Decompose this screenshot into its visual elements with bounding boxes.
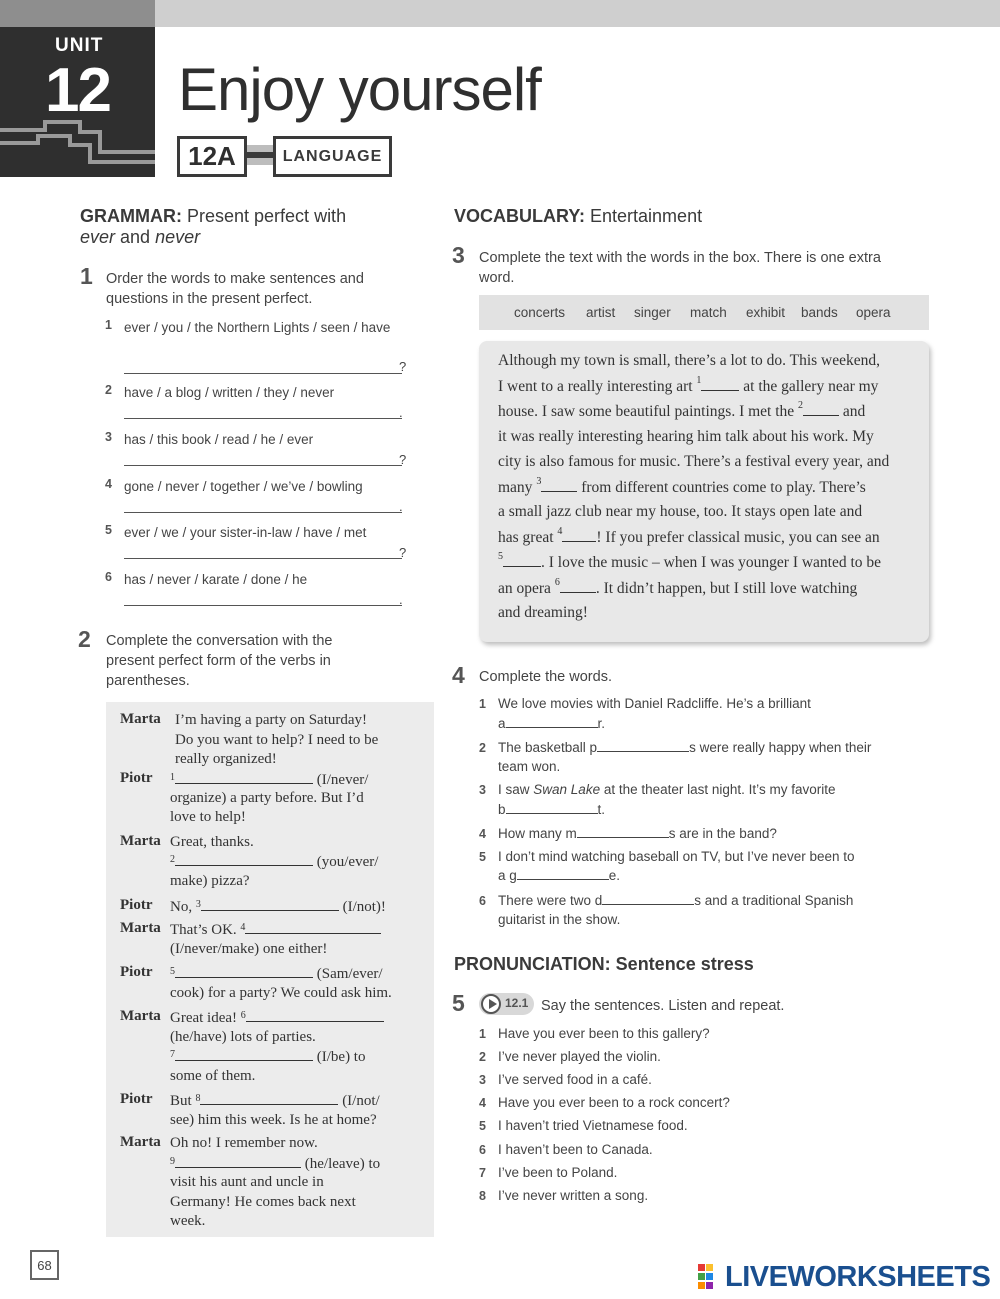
item-number: 6 (479, 894, 486, 908)
item-text (498, 740, 871, 755)
unit-label: UNIT (55, 35, 104, 56)
passage-gap-4[interactable] (562, 528, 596, 542)
speaker-marta: Marta (120, 711, 161, 727)
passage-line: Although my town is small, there’s a lot to do. This weekend, (498, 352, 881, 369)
conversation-line (170, 920, 381, 940)
word-gap-5[interactable] (517, 868, 609, 880)
verb-prompt: (I/never/ (316, 772, 369, 788)
conversation-line (170, 964, 383, 984)
word-gap-4[interactable] (577, 826, 669, 838)
conversation-line: Great, thanks. (170, 834, 254, 850)
item-title: Swan Lake (533, 782, 601, 797)
word-box-item: exhibit (746, 305, 786, 320)
speaker-piotr: Piotr (120, 1091, 153, 1107)
item-number: 3 (105, 430, 112, 444)
exercise-2-instruction-line: parentheses. (106, 673, 190, 689)
answer-line[interactable] (124, 592, 402, 606)
answer-punctuation: ? (399, 545, 407, 560)
word-start: b (498, 802, 506, 817)
item-number: 3 (479, 783, 486, 797)
unit-block (0, 0, 155, 177)
passage-text: . It didn’t happen, but I still love watching (595, 580, 858, 597)
answer-gap-1[interactable] (175, 770, 313, 784)
conversation-line: (I/never/make) one either! (170, 941, 328, 957)
item-number: 6 (105, 570, 112, 584)
lesson-tag (177, 136, 392, 177)
page-number: 68 (30, 1250, 59, 1280)
item-number: 4 (105, 477, 112, 491)
speaker-marta: Marta (120, 1134, 161, 1150)
verb-prompt: (he/leave) to (304, 1156, 381, 1172)
word-box-item: bands (801, 305, 838, 320)
item-number: 3 (479, 1073, 486, 1087)
conversation-line (170, 897, 386, 917)
verb-prompt: (I/be) to (316, 1049, 366, 1065)
conversation-line (170, 770, 368, 790)
verb-prompt: (I/not)! (342, 899, 386, 915)
conversation-line: I’m having a party on Saturday! (175, 712, 368, 728)
word-gap-3[interactable] (506, 802, 598, 814)
word-start: a g (498, 868, 517, 883)
speaker-piotr: Piotr (120, 897, 153, 913)
sentence-text: I haven’t tried Vietnamese food. (498, 1118, 688, 1133)
word-box-item: singer (634, 305, 671, 320)
gap-number: 6 (240, 1010, 246, 1021)
item-text (498, 868, 620, 883)
conversation-line: see) him this week. Is he at home? (170, 1112, 377, 1128)
gap-number: 2 (798, 400, 804, 411)
exercise-1-instruction-line: Order the words to make sentences and (106, 271, 364, 287)
grammar-heading-never: never (155, 227, 201, 247)
vocabulary-heading (454, 206, 702, 227)
pronunciation-heading (454, 954, 754, 975)
exercise-2-instruction (106, 631, 333, 691)
word-gap-6[interactable] (602, 893, 694, 905)
sentence-text: I haven’t been to Canada. (498, 1142, 653, 1157)
grammar-heading-light: Present perfect with (187, 206, 347, 226)
item-number: 6 (479, 1143, 486, 1157)
line-start: That’s OK. (170, 922, 237, 938)
line-start: But (170, 1093, 192, 1109)
item-number: 5 (479, 1119, 486, 1133)
answer-line[interactable] (124, 405, 402, 419)
passage-text: many (498, 479, 533, 496)
word-gap-2[interactable] (597, 740, 689, 752)
pronunciation-heading-light: Sentence stress (615, 954, 754, 974)
gap-number: 9 (170, 1156, 175, 1167)
gap-number: 5 (170, 966, 175, 977)
item-number: 2 (105, 383, 112, 397)
conversation-line: visit his aunt and uncle in (170, 1174, 324, 1190)
conversation-line: (he/have) lots of parties. (170, 1029, 316, 1045)
item-text (498, 802, 605, 817)
speaker-marta: Marta (120, 920, 161, 936)
speaker-piotr: Piotr (120, 964, 153, 980)
steps-decoration-icon (0, 110, 155, 177)
conversation-line (170, 1008, 384, 1028)
verb-prompt: (Sam/ever/ (316, 966, 383, 982)
passage-line (498, 478, 866, 497)
conversation-line: Do you want to help? I need to be (175, 732, 379, 748)
lesson-code: 12A (177, 136, 247, 177)
answer-punctuation: . (399, 499, 403, 514)
exercise-3-number: 3 (452, 242, 465, 268)
audio-track-number: 12.1 (505, 996, 529, 1010)
grammar-heading (80, 206, 410, 248)
word-end: r. (597, 716, 606, 731)
sentence-text: I’ve never written a song. (498, 1188, 649, 1203)
word-end: e. (608, 868, 621, 883)
answer-punctuation: . (399, 592, 403, 607)
item-prompt: have / a blog / written / they / never (124, 385, 335, 400)
exercise-1-instruction (106, 269, 364, 309)
passage-gap-6[interactable] (560, 579, 596, 593)
gap-number: 1 (170, 772, 175, 783)
item-text (498, 782, 835, 797)
item-prompt: gone / never / together / we’ve / bowling (124, 479, 363, 494)
conversation-line: Germany! He comes back next (170, 1194, 356, 1210)
grammar-heading-and: and (120, 227, 151, 247)
answer-gap-6[interactable] (246, 1008, 384, 1022)
gap-number: 4 (240, 922, 246, 933)
gap-number: 6 (554, 577, 560, 588)
lesson-connector (247, 136, 273, 177)
exercise-3-instruction-line: Complete the text with the words in the box. There is one extra (479, 250, 881, 266)
word-end: t. (597, 802, 606, 817)
conversation-line: week. (170, 1213, 206, 1229)
passage-gap-5[interactable] (503, 553, 541, 567)
item-text (498, 826, 777, 841)
passage-text: and (842, 403, 866, 420)
answer-punctuation: ? (399, 359, 407, 374)
passage-gap-1[interactable] (701, 377, 739, 391)
passage-line (498, 553, 881, 572)
speaker-marta: Marta (120, 833, 161, 849)
answer-line[interactable] (124, 545, 402, 559)
item-prompt: has / this book / read / he / ever (124, 432, 314, 447)
conversation-line: make) pizza? (170, 873, 250, 889)
item-prompt: ever / we / your sister-in-law / have / met (124, 525, 367, 540)
passage-line: a small jazz club near my house, too. It stays open late and (498, 503, 863, 520)
sentence-text: I’ve served food in a café. (498, 1072, 652, 1087)
passage-line: it was really interesting hearing him talk about his work. My (498, 428, 874, 445)
word-start: How many m (498, 826, 577, 841)
line-start: No, (170, 899, 193, 915)
passage-text: house. I saw some beautiful paintings. I met the (498, 403, 795, 420)
exercise-3-instruction-line: word. (479, 270, 515, 286)
verb-prompt: (you/ever/ (316, 854, 379, 870)
gap-number: 8 (195, 1093, 201, 1104)
vocabulary-heading-bold: VOCABULARY: (454, 206, 585, 226)
item-text: guitarist in the show. (498, 912, 621, 927)
conversation-line: really organized! (175, 751, 277, 767)
item-text-rest: s were really happy when their (689, 740, 872, 755)
exercise-1-instruction-line: questions in the present perfect. (106, 291, 313, 307)
exercise-5-instruction: Say the sentences. Listen and repeat. (541, 998, 785, 1014)
conversation-line (170, 1091, 380, 1111)
answer-line[interactable] (124, 452, 402, 466)
item-number: 4 (479, 827, 486, 841)
conversation-line: Oh no! I remember now. (170, 1135, 318, 1151)
item-number: 5 (105, 523, 112, 537)
passage-line (498, 377, 878, 396)
item-number: 4 (479, 1096, 486, 1110)
item-number: 1 (105, 318, 112, 332)
item-number: 7 (479, 1166, 486, 1180)
answer-line[interactable] (124, 499, 402, 513)
passage-line (498, 579, 857, 598)
liveworksheets-icon (697, 1263, 723, 1291)
item-text: team won. (498, 759, 561, 774)
gap-number: 7 (170, 1049, 175, 1060)
passage-text: . I love the music – when I was younger I wanted to be (541, 554, 882, 571)
item-text (498, 893, 853, 908)
exercise-1-number: 1 (80, 263, 93, 289)
item-text (498, 716, 605, 731)
page-title: Enjoy yourself (178, 56, 541, 123)
passage-text: at the gallery near my (743, 378, 879, 395)
exercise-3-instruction (479, 248, 881, 288)
item-text-rest: s and a traditional Spanish (694, 893, 854, 908)
item-number: 1 (479, 697, 486, 711)
word-start: The basketball p (498, 740, 598, 755)
word-start: a (498, 716, 506, 731)
passage-text: an opera (498, 580, 551, 597)
item-number: 8 (479, 1189, 486, 1203)
passage-text: I went to a really interesting art (498, 378, 693, 395)
answer-gap-3[interactable] (201, 897, 339, 911)
item-number: 1 (479, 1027, 486, 1041)
gap-number: 5 (498, 551, 503, 562)
unit-number: 12 (45, 56, 110, 125)
answer-line[interactable] (124, 360, 402, 374)
answer-gap-5[interactable] (175, 964, 313, 978)
exercise-2-instruction-line: present perfect form of the verbs in (106, 653, 331, 669)
passage-text: has great (498, 529, 554, 546)
item-number: 2 (479, 1050, 486, 1064)
speaker-marta: Marta (120, 1008, 161, 1024)
vocabulary-heading-light: Entertainment (590, 206, 703, 226)
play-icon[interactable] (481, 994, 501, 1014)
conversation-line (170, 1154, 380, 1174)
item-prompt: has / never / karate / done / he (124, 572, 308, 587)
sentence-text: I’ve been to Poland. (498, 1165, 618, 1180)
word-box (479, 295, 929, 330)
pronunciation-heading-bold: PRONUNCIATION: (454, 954, 611, 974)
passage-gap-2[interactable] (803, 402, 839, 416)
gap-number: 3 (195, 899, 201, 910)
exercise-4-number: 4 (452, 662, 465, 688)
line-start: Great idea! (170, 1010, 238, 1026)
conversation-line: some of them. (170, 1068, 256, 1084)
speaker-piotr: Piotr (120, 770, 153, 786)
item-text: We love movies with Daniel Radcliffe. He’s a brilliant (498, 696, 811, 711)
gap-number: 2 (170, 854, 175, 865)
answer-gap-8[interactable] (200, 1091, 338, 1105)
answer-gap-2[interactable] (175, 852, 313, 866)
conversation-line: organize) a party before. But I’d (170, 790, 364, 806)
liveworksheets-logo (697, 1262, 990, 1292)
conversation-line: love to help! (170, 809, 246, 825)
unit-block-top (0, 0, 155, 27)
item-text: I don’t mind watching baseball on TV, but I’ve never been to (498, 849, 855, 864)
sentence-text: Have you ever been to this gallery? (498, 1026, 710, 1041)
answer-punctuation: ? (399, 452, 407, 467)
sentence-text: Have you ever been to a rock concert? (498, 1095, 730, 1110)
item-text-start: I saw (498, 782, 530, 797)
gap-number: 1 (696, 375, 702, 386)
answer-punctuation: . (399, 405, 403, 420)
passage-text: from different countries come to play. There’s (581, 479, 866, 496)
answer-gap-4[interactable] (245, 920, 381, 934)
gap-number: 4 (557, 526, 563, 537)
item-prompt: ever / you / the Northern Lights / seen / have (124, 320, 391, 335)
exercise-2-instruction-line: Complete the conversation with the (106, 633, 333, 649)
passage-line (498, 402, 865, 421)
passage-text: ! If you prefer classical music, you can see an (596, 529, 880, 546)
top-bar (155, 0, 1000, 27)
passage-line: and dreaming! (498, 604, 588, 621)
word-gap-1[interactable] (506, 716, 598, 728)
conversation-line (170, 852, 378, 872)
word-box-item: match (690, 305, 727, 320)
item-text-rest: at the theater last night. It’s my favorite (603, 782, 836, 797)
exercise-2-number: 2 (78, 626, 91, 652)
liveworksheets-text: LIVEWORKSHEETS (725, 1260, 991, 1293)
exercise-5-number: 5 (452, 990, 465, 1016)
grammar-heading-ever: ever (80, 227, 116, 247)
passage-gap-3[interactable] (541, 478, 577, 492)
lesson-type: LANGUAGE (273, 136, 392, 177)
item-text-rest: s are in the band? (668, 826, 777, 841)
word-box-item: artist (586, 305, 616, 320)
sentence-text: I’ve never played the violin. (498, 1049, 661, 1064)
word-start: There were two d (498, 893, 603, 908)
answer-gap-7[interactable] (175, 1047, 313, 1061)
word-box-item: concerts (514, 305, 566, 320)
conversation-line (170, 1047, 365, 1067)
conversation-line: cook) for a party? We could ask him. (170, 985, 392, 1001)
passage-line (498, 528, 880, 547)
exercise-4-instruction: Complete the words. (479, 669, 612, 685)
grammar-heading-bold: GRAMMAR: (80, 206, 182, 226)
audio-track-badge[interactable] (479, 993, 534, 1015)
item-number: 2 (479, 741, 486, 755)
gap-number: 3 (536, 476, 542, 487)
verb-prompt: (I/not/ (342, 1093, 380, 1109)
word-box-item: opera (856, 305, 891, 320)
passage-line: city is also famous for music. There’s a festival every year, and (498, 453, 890, 470)
answer-gap-9[interactable] (175, 1154, 301, 1168)
item-number: 5 (479, 850, 486, 864)
